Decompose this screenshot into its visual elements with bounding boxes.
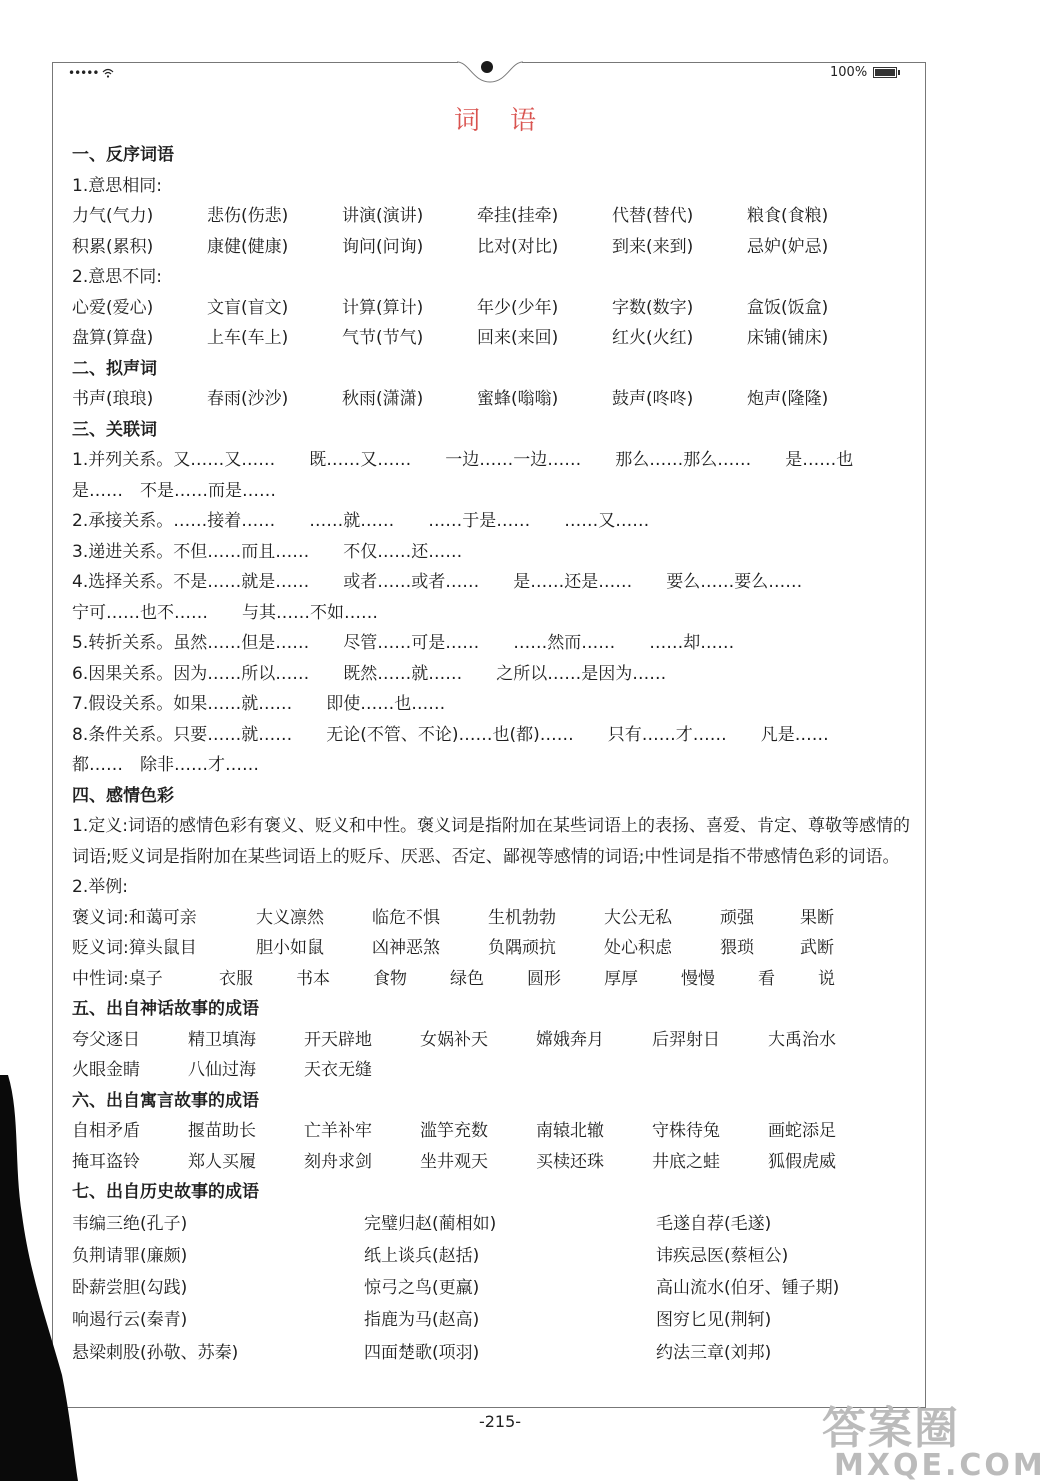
sub-label: 2.举例: [72, 877, 128, 897]
word-row [72, 201, 922, 232]
conjunction-line: 6.因果关系。因为……所以…… 既然……就…… 之所以……是因为…… [72, 663, 667, 684]
word-item: 回来(来回) [477, 328, 559, 348]
word-item: 大义凛然 [256, 907, 324, 928]
section-heading: 四、感情色彩 [72, 785, 174, 806]
conjunction-line: 8.条件关系。只要……就…… 无论(不管、不论)……也(都)…… 只有……才…… 凡是…… [72, 724, 829, 745]
word-item: 负隅顽抗 [488, 938, 556, 958]
word-row [72, 1025, 922, 1056]
word-item: 书本 [296, 968, 330, 989]
word-item: 圆形 [527, 968, 561, 989]
word-item: 惊弓之鸟(更羸) [364, 1278, 480, 1299]
page-number: -215- [478, 1412, 522, 1431]
wifi-icon [102, 68, 114, 78]
word-item: 滥竽充数 [420, 1121, 488, 1141]
word-item: 卧薪尝胆(勾践) [72, 1278, 188, 1299]
watermark-line1: 答案圈 [822, 1403, 960, 1454]
word-item: 牵挂(挂牵) [477, 206, 559, 226]
word-item: 衣服 [219, 968, 253, 989]
section-heading: 五、出自神话故事的成语 [72, 999, 259, 1019]
word-item: 完璧归赵(蔺相如) [364, 1213, 497, 1234]
word-item: 大禹治水 [768, 1029, 836, 1050]
word-item: 忌妒(妒忌) [747, 236, 829, 257]
word-item: 守株待兔 [652, 1121, 720, 1141]
word-item: 图穷匕见(荆轲) [656, 1310, 772, 1331]
word-row [72, 1055, 922, 1086]
word-item: 狐假虎威 [768, 1151, 836, 1172]
conjunction-line: 7.假设关系。如果……就…… 即使……也…… [72, 694, 446, 714]
section-heading: 一、反序词语 [72, 145, 174, 165]
conjunction-line: 2.承接关系。……接着…… ……就…… ……于是…… ……又…… [72, 511, 650, 531]
word-item: 南辕北辙 [536, 1121, 604, 1141]
word-item: 上车(车上) [207, 328, 289, 348]
word-item: 果断 [800, 907, 834, 928]
word-row [72, 1147, 922, 1178]
conjunction-line: 3.递进关系。不但……而且…… 不仅……还…… [72, 541, 463, 562]
word-item: 郑人买履 [188, 1151, 256, 1172]
word-item: 后羿射日 [652, 1029, 720, 1050]
word-item: 亡羊补牢 [304, 1121, 372, 1141]
status-bar-left [68, 66, 114, 80]
word-row [72, 293, 922, 324]
word-item: 讳疾忌医(蔡桓公) [656, 1245, 789, 1266]
word-row [72, 1337, 922, 1369]
battery-percent: 100% [830, 65, 868, 80]
status-bar-right [830, 65, 897, 80]
word-item: 高山流水(伯牙、锺子期) [656, 1278, 840, 1299]
word-item: 厚厚 [604, 968, 638, 989]
word-row [72, 384, 922, 415]
word-item: 天衣无缝 [304, 1060, 372, 1080]
word-item: 猥琐 [720, 938, 754, 958]
word-item: 炮声(隆隆) [747, 389, 829, 409]
page-title: 词语 [453, 106, 566, 136]
word-row [72, 1272, 922, 1304]
watermark [822, 1392, 1046, 1483]
word-item: 贬义词:獐头鼠目 [72, 938, 197, 958]
scan-shadow [0, 1075, 80, 1481]
word-item: 盒饭(饭盒) [747, 297, 829, 318]
word-item: 书声(琅琅) [72, 389, 154, 409]
word-item: 刻舟求剑 [304, 1151, 372, 1172]
word-item: 精卫填海 [188, 1029, 256, 1050]
word-item: 力气(气力) [72, 206, 154, 226]
word-row [72, 1304, 922, 1336]
word-item: 四面楚歌(项羽) [364, 1342, 480, 1363]
section-heading: 二、拟声词 [72, 358, 157, 379]
word-item: 到来(来到) [612, 236, 694, 257]
word-item: 武断 [800, 938, 834, 958]
word-item: 蜜蜂(嗡嗡) [477, 389, 559, 409]
conjunction-line: 5.转折关系。虽然……但是…… 尽管……可是…… ……然而…… ……却…… [72, 633, 735, 653]
word-item: 韦编三绝(孔子) [72, 1213, 188, 1234]
section-heading: 七、出自历史故事的成语 [72, 1182, 259, 1202]
word-item: 画蛇添足 [768, 1121, 836, 1141]
signal-dots: ••••• [68, 66, 99, 80]
word-item: 绿色 [450, 968, 484, 989]
word-item: 讲演(演讲) [342, 206, 424, 226]
word-item: 床铺(铺床) [747, 328, 829, 348]
section-heading: 六、出自寓言故事的成语 [72, 1090, 259, 1111]
word-item: 悲伤(伤悲) [207, 206, 289, 226]
definition-paragraph: 1.定义:词语的感情色彩有褒义、贬义和中性。褒义词是指附加在某些词语上的表扬、喜爱、肯定、尊敬等感情的词语;贬义词是指附加在某些词语上的贬斥、厌恶、否定、鄙视等感情的词语;中性词是指不带感情色彩的词语。 [72, 816, 910, 867]
word-item: 康健(健康) [207, 236, 289, 257]
word-row [72, 232, 922, 263]
word-item: 代替(替代) [612, 206, 694, 226]
word-item: 字数(数字) [612, 297, 694, 318]
battery-icon [873, 67, 897, 78]
word-item: 计算(算计) [342, 297, 424, 318]
word-item: 处心积虑 [604, 938, 672, 958]
word-item: 约法三章(刘邦) [656, 1342, 772, 1363]
word-item: 说 [818, 968, 835, 989]
word-item: 纸上谈兵(赵括) [364, 1245, 480, 1266]
word-item: 中性词:桌子 [72, 968, 163, 989]
conjunction-line: 1.并列关系。又……又…… 既……又…… 一边……一边…… 那么……那么…… 是……也 [72, 450, 854, 470]
word-item: 气节(节气) [342, 328, 424, 348]
word-item: 买椟还珠 [536, 1151, 604, 1172]
word-item: 文盲(盲文) [207, 297, 289, 318]
sub-label: 2.意思不同: [72, 267, 162, 287]
conjunction-line: 都…… 除非……才…… [72, 755, 259, 775]
word-item: 指鹿为马(赵高) [364, 1310, 480, 1331]
word-item: 春雨(沙沙) [207, 389, 289, 409]
word-row [72, 1240, 922, 1272]
word-item: 凶神恶煞 [372, 938, 440, 958]
conjunction-line: 4.选择关系。不是……就是…… 或者……或者…… 是……还是…… 要么……要么…… [72, 572, 803, 592]
word-item: 盘算(算盘) [72, 328, 154, 348]
word-item: 大公无私 [604, 907, 672, 928]
word-item: 揠苗助长 [188, 1121, 256, 1141]
word-item: 胆小如鼠 [256, 938, 324, 958]
word-item: 红火(火红) [612, 328, 694, 348]
word-item: 比对(对比) [477, 236, 559, 257]
watermark-line2: MXQE.COM [834, 1448, 1046, 1483]
word-item: 生机勃勃 [488, 907, 556, 928]
word-item: 褒义词:和蔼可亲 [72, 907, 197, 928]
word-item: 慢慢 [681, 968, 715, 989]
word-item: 看 [758, 968, 775, 989]
word-row [72, 1208, 922, 1240]
word-row [72, 323, 922, 354]
word-item: 毛遂自荐(毛遂) [656, 1213, 772, 1234]
conjunction-line: 宁可……也不…… 与其……不如…… [72, 602, 378, 623]
word-item: 临危不惧 [372, 907, 440, 928]
word-item: 开天辟地 [304, 1029, 372, 1050]
conjunction-line: 是…… 不是……而是…… [72, 480, 276, 501]
word-item: 心爱(爱心) [72, 297, 154, 318]
word-item: 负荆请罪(廉颇) [72, 1245, 188, 1266]
sub-label: 1.意思相同: [72, 175, 162, 196]
word-item: 响遏行云(秦青) [72, 1310, 188, 1331]
word-item: 悬梁刺股(孙敬、苏秦) [72, 1342, 239, 1363]
word-item: 井底之蛙 [652, 1151, 720, 1172]
content [72, 140, 922, 1369]
word-item: 八仙过海 [188, 1060, 256, 1080]
word-row [72, 1116, 922, 1147]
word-item: 询问(问询) [342, 236, 424, 257]
word-row [72, 933, 922, 964]
word-item: 秋雨(潇潇) [342, 389, 424, 409]
word-item: 坐井观天 [420, 1151, 488, 1172]
word-item: 火眼金睛 [72, 1060, 140, 1080]
word-item: 掩耳盗铃 [72, 1151, 140, 1172]
word-item: 自相矛盾 [72, 1121, 140, 1141]
word-row [72, 903, 922, 934]
word-item: 粮食(食粮) [747, 206, 829, 226]
battery-fill [875, 69, 895, 76]
word-item: 积累(累积) [72, 236, 154, 257]
word-item: 嫦娥奔月 [536, 1029, 604, 1050]
word-item: 夸父逐日 [72, 1029, 140, 1050]
section-heading: 三、关联词 [72, 419, 157, 440]
word-item: 食物 [373, 968, 407, 989]
word-item: 鼓声(咚咚) [612, 389, 694, 409]
word-item: 年少(少年) [477, 297, 559, 318]
word-item: 顽强 [720, 907, 754, 928]
word-row [72, 964, 922, 995]
word-item: 女娲补天 [420, 1029, 488, 1050]
